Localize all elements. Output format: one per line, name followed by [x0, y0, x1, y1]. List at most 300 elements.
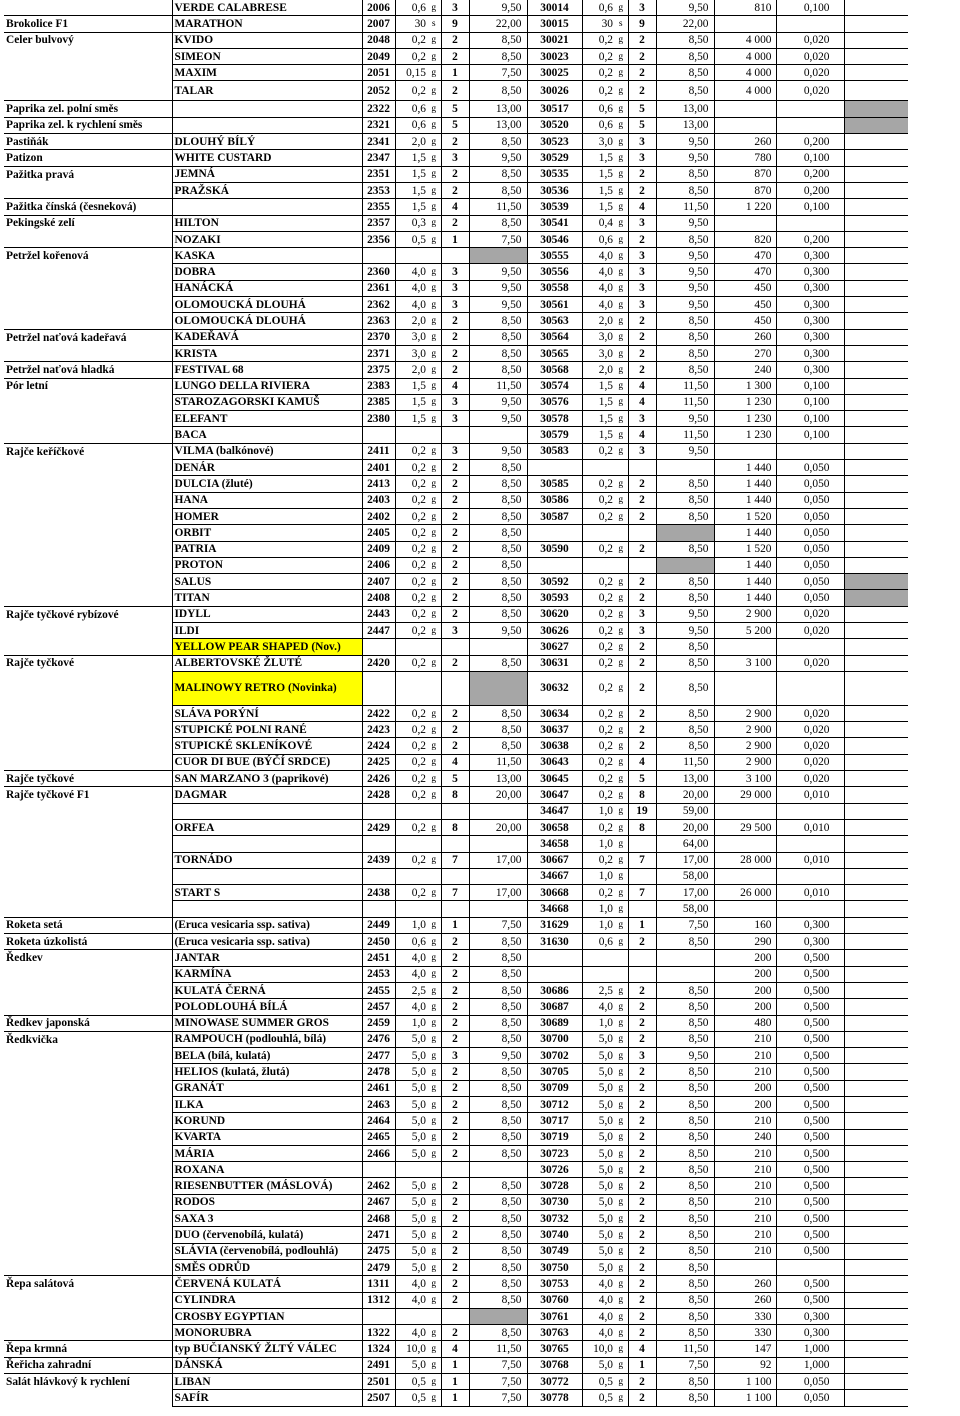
price-large: 11,50 — [656, 378, 714, 394]
crop-name — [4, 313, 172, 329]
price-per-seed: 0,050 — [776, 492, 844, 508]
code-large: 30768 — [527, 1357, 582, 1373]
crop-name — [4, 852, 172, 868]
unit-large: g — [614, 722, 628, 738]
note-cell — [844, 1113, 908, 1129]
quantity-small: 4,0 — [395, 1276, 427, 1292]
quantity-small: 0,2 — [395, 508, 427, 524]
unit-small: g — [427, 754, 441, 770]
seed-count — [714, 1259, 776, 1275]
price-large: 9,50 — [656, 1048, 714, 1064]
size-small — [441, 1308, 469, 1324]
table-row — [4, 1390, 908, 1406]
table-row — [4, 705, 908, 721]
size-large: 2 — [628, 1129, 656, 1145]
variety-name: HANA — [172, 492, 362, 508]
variety-name: HANÁCKÁ — [172, 280, 362, 296]
size-large: 2 — [628, 722, 656, 738]
seed-count: 870 — [714, 182, 776, 198]
unit-small: g — [427, 590, 441, 606]
size-small: 2 — [441, 1194, 469, 1210]
note-cell — [844, 557, 908, 573]
crop-name — [4, 0, 172, 16]
size-small: 2 — [441, 999, 469, 1015]
variety-name: JEMNÁ — [172, 166, 362, 182]
code-small: 2353 — [362, 182, 395, 198]
note-cell — [844, 1194, 908, 1210]
size-large — [628, 901, 656, 917]
note-cell — [844, 476, 908, 492]
variety-name — [172, 901, 362, 917]
price-large: 58,00 — [656, 901, 714, 917]
price-small: 8,50 — [469, 590, 527, 606]
quantity-small: 0,2 — [395, 443, 427, 459]
price-small: 9,50 — [469, 394, 527, 410]
code-large: 30702 — [527, 1048, 582, 1064]
price-large: 13,00 — [656, 117, 714, 133]
seed-count: 210 — [714, 1031, 776, 1047]
table-row — [4, 32, 908, 48]
table-row — [4, 771, 908, 787]
code-large: 30023 — [527, 48, 582, 64]
crop-name — [4, 622, 172, 638]
crop-name: Celer bulvový — [4, 32, 172, 48]
seed-count: 240 — [714, 1129, 776, 1145]
size-small: 3 — [441, 264, 469, 280]
unit-small: g — [427, 1211, 441, 1227]
unit-large: g — [614, 492, 628, 508]
unit-large: g — [614, 0, 628, 16]
price-small: 8,50 — [469, 999, 527, 1015]
size-small: 2 — [441, 722, 469, 738]
code-large: 30637 — [527, 722, 582, 738]
quantity-large: 4,0 — [582, 264, 614, 280]
table-row — [4, 885, 908, 901]
size-large: 2 — [628, 590, 656, 606]
table-row — [4, 101, 908, 117]
variety-name: STUPICKÉ SKLENÍKOVÉ — [172, 738, 362, 754]
quantity-large: 0,5 — [582, 1374, 614, 1390]
price-small: 7,50 — [469, 231, 527, 247]
unit-large: g — [614, 738, 628, 754]
quantity-large: 0,2 — [582, 443, 614, 459]
code-small: 2429 — [362, 819, 395, 835]
table-row — [4, 150, 908, 166]
quantity-large: 5,0 — [582, 1031, 614, 1047]
unit-large: g — [614, 65, 628, 81]
price-per-seed: 0,500 — [776, 1178, 844, 1194]
price-large: 8,50 — [656, 1162, 714, 1178]
variety-name: SLÁVIA (červenobílá, podlouhlá) — [172, 1243, 362, 1259]
unit-large: g — [614, 852, 628, 868]
code-small: 2007 — [362, 16, 395, 32]
table-row — [4, 590, 908, 606]
crop-name — [4, 231, 172, 247]
unit-small: g — [427, 1097, 441, 1113]
seed-count: 210 — [714, 1227, 776, 1243]
crop-name — [4, 1390, 172, 1406]
unit-small: g — [427, 525, 441, 541]
variety-name: SAN MARZANO 3 (paprikové) — [172, 771, 362, 787]
price-small: 8,50 — [469, 525, 527, 541]
price-per-seed: 0,020 — [776, 48, 844, 64]
note-cell — [844, 999, 908, 1015]
unit-small — [427, 639, 441, 655]
note-cell — [844, 460, 908, 476]
unit-small: g — [427, 280, 441, 296]
price-per-seed — [776, 101, 844, 117]
note-cell — [844, 655, 908, 671]
size-large: 1 — [628, 917, 656, 933]
code-large: 30638 — [527, 738, 582, 754]
crop-name: Patizon — [4, 150, 172, 166]
crop-name — [4, 411, 172, 427]
note-cell — [844, 32, 908, 48]
unit-small: g — [427, 982, 441, 998]
crop-name: Roketa úzkolistá — [4, 934, 172, 950]
quantity-small: 5,0 — [395, 1259, 427, 1275]
price-small: 9,50 — [469, 622, 527, 638]
quantity-small: 5,0 — [395, 1243, 427, 1259]
quantity-large: 5,0 — [582, 1178, 614, 1194]
code-small: 2491 — [362, 1357, 395, 1373]
price-small: 13,00 — [469, 771, 527, 787]
unit-large: g — [614, 134, 628, 150]
price-per-seed: 0,500 — [776, 999, 844, 1015]
unit-small — [427, 248, 441, 264]
unit-small — [427, 868, 441, 884]
quantity-small: 5,0 — [395, 1080, 427, 1096]
price-per-seed: 0,300 — [776, 345, 844, 361]
code-small: 2459 — [362, 1015, 395, 1031]
crop-name — [4, 1129, 172, 1145]
variety-name: MONORUBRA — [172, 1325, 362, 1341]
price-per-seed — [776, 639, 844, 655]
price-small: 11,50 — [469, 1341, 527, 1357]
seed-count — [714, 16, 776, 32]
variety-name: KVARTA — [172, 1129, 362, 1145]
price-per-seed: 0,020 — [776, 738, 844, 754]
code-small: 2479 — [362, 1259, 395, 1275]
seed-count: 290 — [714, 934, 776, 950]
price-large: 8,50 — [656, 1064, 714, 1080]
variety-name: RAMPOUCH (podlouhlá, bílá) — [172, 1031, 362, 1047]
price-small — [469, 639, 527, 655]
price-large: 8,50 — [656, 492, 714, 508]
table-row — [4, 1341, 908, 1357]
unit-small: g — [427, 476, 441, 492]
size-small: 2 — [441, 966, 469, 982]
price-large: 9,50 — [656, 248, 714, 264]
price-large: 9,50 — [656, 443, 714, 459]
code-small: 2467 — [362, 1194, 395, 1210]
quantity-large: 1,5 — [582, 394, 614, 410]
price-large: 8,50 — [656, 1276, 714, 1292]
code-small: 2453 — [362, 966, 395, 982]
quantity-small — [395, 427, 427, 443]
variety-name: NOZAKI — [172, 231, 362, 247]
quantity-large: 0,2 — [582, 622, 614, 638]
seed-count: 200 — [714, 950, 776, 966]
code-large: 30719 — [527, 1129, 582, 1145]
note-cell — [844, 182, 908, 198]
price-small: 8,50 — [469, 329, 527, 345]
seed-count — [714, 117, 776, 133]
price-small: 8,50 — [469, 1015, 527, 1031]
variety-name: START S — [172, 885, 362, 901]
price-large: 11,50 — [656, 199, 714, 215]
table-row — [4, 1374, 908, 1390]
code-small: 2351 — [362, 166, 395, 182]
quantity-large: 0,2 — [582, 590, 614, 606]
quantity-small: 5,0 — [395, 1194, 427, 1210]
unit-small — [427, 803, 441, 819]
size-small: 5 — [441, 117, 469, 133]
seed-count: 210 — [714, 1194, 776, 1210]
price-small — [469, 427, 527, 443]
unit-large: g — [614, 622, 628, 638]
seed-count — [714, 868, 776, 884]
note-cell — [844, 362, 908, 378]
quantity-large — [582, 557, 614, 573]
quantity-small — [395, 639, 427, 655]
code-large: 30627 — [527, 639, 582, 655]
price-large: 9,50 — [656, 411, 714, 427]
variety-name: ALBERTOVSKÉ ŽLUTÉ — [172, 655, 362, 671]
size-large: 2 — [628, 1113, 656, 1129]
crop-name — [4, 574, 172, 590]
code-small: 2476 — [362, 1031, 395, 1047]
quantity-small: 2,0 — [395, 362, 427, 378]
size-large: 4 — [628, 199, 656, 215]
price-large: 9,50 — [656, 150, 714, 166]
code-large: 30593 — [527, 590, 582, 606]
price-per-seed: 0,300 — [776, 248, 844, 264]
crop-name — [4, 297, 172, 313]
note-cell — [844, 525, 908, 541]
price-small: 8,50 — [469, 966, 527, 982]
price-per-seed: 0,020 — [776, 754, 844, 770]
unit-small: g — [427, 705, 441, 721]
quantity-small: 0,2 — [395, 885, 427, 901]
code-large: 30760 — [527, 1292, 582, 1308]
unit-small: g — [427, 199, 441, 215]
quantity-large: 1,0 — [582, 803, 614, 819]
table-row — [4, 1227, 908, 1243]
seed-count: 260 — [714, 1276, 776, 1292]
note-cell — [844, 1227, 908, 1243]
crop-name: Rajče tyčkové — [4, 655, 172, 671]
note-cell — [844, 166, 908, 182]
seed-count: 240 — [714, 362, 776, 378]
unit-small: g — [427, 606, 441, 622]
price-per-seed: 0,500 — [776, 1292, 844, 1308]
code-small: 2438 — [362, 885, 395, 901]
code-large: 30561 — [527, 297, 582, 313]
code-large: 30574 — [527, 378, 582, 394]
quantity-small — [395, 1308, 427, 1324]
seed-count: 147 — [714, 1341, 776, 1357]
table-row — [4, 65, 908, 81]
unit-small: g — [427, 297, 441, 313]
unit-large: g — [614, 1276, 628, 1292]
size-small: 3 — [441, 622, 469, 638]
size-small: 2 — [441, 134, 469, 150]
size-large: 4 — [628, 754, 656, 770]
crop-name — [4, 639, 172, 655]
code-large: 30700 — [527, 1031, 582, 1047]
size-large — [628, 950, 656, 966]
size-small: 8 — [441, 787, 469, 803]
table-row — [4, 1211, 908, 1227]
quantity-large: 0,4 — [582, 215, 614, 231]
unit-small: g — [427, 0, 441, 16]
size-small: 2 — [441, 1243, 469, 1259]
quantity-large: 5,0 — [582, 1145, 614, 1161]
code-small: 2051 — [362, 65, 395, 81]
code-large: 30555 — [527, 248, 582, 264]
table-row — [4, 1015, 908, 1031]
size-small: 1 — [441, 1390, 469, 1406]
code-small: 2422 — [362, 705, 395, 721]
size-large: 3 — [628, 622, 656, 638]
table-row — [4, 639, 908, 655]
table-row — [4, 427, 908, 443]
code-large: 30778 — [527, 1390, 582, 1406]
crop-name — [4, 901, 172, 917]
quantity-small: 0,2 — [395, 81, 427, 101]
variety-name: SMĚS ODRŮD — [172, 1259, 362, 1275]
seed-count: 2 900 — [714, 606, 776, 622]
variety-name: KRISTA — [172, 345, 362, 361]
crop-name — [4, 1064, 172, 1080]
unit-large: g — [614, 1064, 628, 1080]
seed-count: 1 440 — [714, 557, 776, 573]
variety-name: SALUS — [172, 574, 362, 590]
quantity-small: 0,6 — [395, 101, 427, 117]
quantity-small: 0,2 — [395, 738, 427, 754]
crop-name — [4, 81, 172, 101]
size-small: 3 — [441, 394, 469, 410]
crop-name — [4, 264, 172, 280]
variety-name: KARMÍNA — [172, 966, 362, 982]
price-per-seed: 0,050 — [776, 460, 844, 476]
price-small: 8,50 — [469, 1227, 527, 1243]
table-row — [4, 1243, 908, 1259]
table-row — [4, 411, 908, 427]
unit-large: g — [614, 394, 628, 410]
crop-name — [4, 590, 172, 606]
size-large: 2 — [628, 1211, 656, 1227]
quantity-small: 5,0 — [395, 1211, 427, 1227]
price-per-seed: 0,050 — [776, 1374, 844, 1390]
table-row — [4, 199, 908, 215]
quantity-large: 1,0 — [582, 868, 614, 884]
unit-large: g — [614, 574, 628, 590]
size-large: 19 — [628, 803, 656, 819]
size-small — [441, 671, 469, 705]
variety-name: RODOS — [172, 1194, 362, 1210]
price-per-seed: 0,500 — [776, 1113, 844, 1129]
size-small: 2 — [441, 1064, 469, 1080]
code-small: 2426 — [362, 771, 395, 787]
size-large: 2 — [628, 1080, 656, 1096]
size-small — [441, 803, 469, 819]
size-small — [441, 248, 469, 264]
price-per-seed: 0,500 — [776, 1048, 844, 1064]
unit-small: g — [427, 541, 441, 557]
variety-name: POLODLOUHÁ BÍLÁ — [172, 999, 362, 1015]
price-per-seed: 0,300 — [776, 362, 844, 378]
size-small: 2 — [441, 345, 469, 361]
code-small — [362, 901, 395, 917]
price-per-seed: 0,500 — [776, 1243, 844, 1259]
quantity-large: 0,2 — [582, 819, 614, 835]
quantity-large: 0,2 — [582, 738, 614, 754]
table-row — [4, 476, 908, 492]
quantity-small: 4,0 — [395, 264, 427, 280]
quantity-small: 5,0 — [395, 1031, 427, 1047]
unit-large: g — [614, 280, 628, 296]
crop-name: Salát hlávkový k rychlení — [4, 1374, 172, 1390]
crop-name — [4, 1113, 172, 1129]
code-small — [362, 248, 395, 264]
quantity-large: 30 — [582, 16, 614, 32]
crop-name — [4, 982, 172, 998]
seed-count: 330 — [714, 1325, 776, 1341]
unit-large — [614, 525, 628, 541]
price-small: 8,50 — [469, 1259, 527, 1275]
quantity-small: 1,5 — [395, 378, 427, 394]
note-cell — [844, 378, 908, 394]
quantity-large: 1,0 — [582, 917, 614, 933]
unit-small: g — [427, 1243, 441, 1259]
note-cell — [844, 264, 908, 280]
price-per-seed: 0,200 — [776, 134, 844, 150]
code-small: 2370 — [362, 329, 395, 345]
unit-small: g — [427, 313, 441, 329]
code-large: 34668 — [527, 901, 582, 917]
unit-small — [427, 836, 441, 852]
price-per-seed: 0,500 — [776, 1015, 844, 1031]
variety-name: DLOUHÝ BÍLÝ — [172, 134, 362, 150]
price-per-seed: 0,500 — [776, 1162, 844, 1178]
seed-count: 1 100 — [714, 1390, 776, 1406]
price-large: 8,50 — [656, 182, 714, 198]
table-row — [4, 443, 908, 459]
unit-small: g — [427, 1048, 441, 1064]
variety-name: IDYLL — [172, 606, 362, 622]
unit-small: g — [427, 150, 441, 166]
unit-large: g — [614, 606, 628, 622]
code-small: 2401 — [362, 460, 395, 476]
quantity-small: 4,0 — [395, 280, 427, 296]
code-small: 2462 — [362, 1178, 395, 1194]
price-small: 9,50 — [469, 411, 527, 427]
code-large: 30709 — [527, 1080, 582, 1096]
size-large: 3 — [628, 297, 656, 313]
code-small: 2322 — [362, 101, 395, 117]
size-large: 2 — [628, 1194, 656, 1210]
unit-small: g — [427, 1015, 441, 1031]
note-cell — [844, 819, 908, 835]
unit-small: g — [427, 460, 441, 476]
code-small: 2347 — [362, 150, 395, 166]
crop-name — [4, 868, 172, 884]
quantity-small: 1,5 — [395, 199, 427, 215]
note-cell — [844, 16, 908, 32]
price-large: 59,00 — [656, 803, 714, 819]
